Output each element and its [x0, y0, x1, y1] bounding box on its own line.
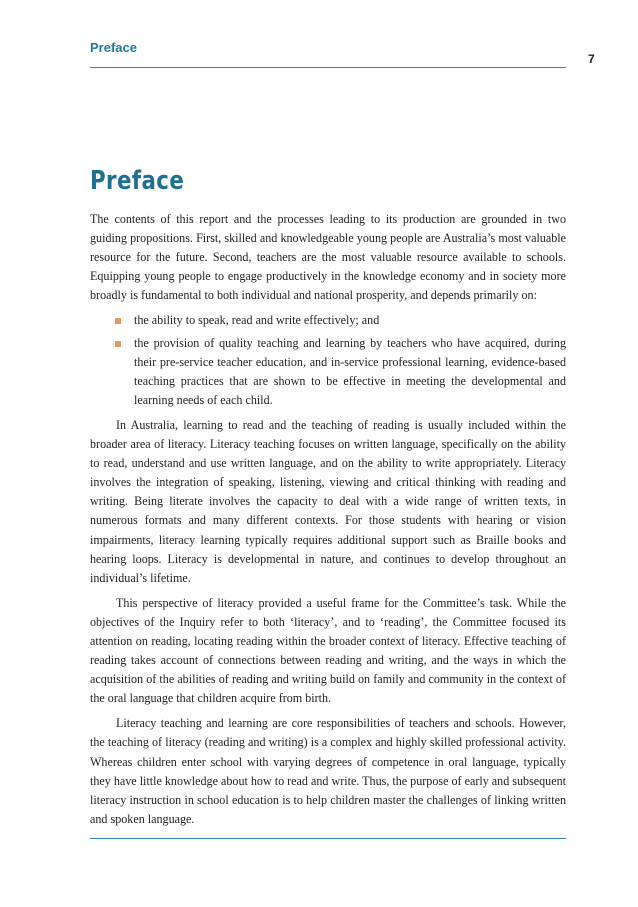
running-head: Preface: [90, 40, 137, 55]
body-text: [90, 210, 566, 829]
square-bullet-icon: [115, 318, 121, 324]
bullet-list: [90, 311, 566, 409]
page-title: Preface: [90, 166, 185, 196]
bullet-item: [113, 311, 566, 330]
page-number: 7: [588, 52, 595, 66]
bullet-text: the ability to speak, read and write effectively; and: [134, 313, 380, 328]
square-bullet-icon: [115, 341, 121, 347]
body-paragraph: In Australia, learning to read and the teaching of reading is usually included within the broader area of literacy. Literacy teaching focuses on written language, specifically on the ability to read, understand and use written language, and on the ability to write appropriately. Literacy involves the integration of speaking, listening, viewing and critical thinking with reading and writing. Being literate involves the capacity to deal with a wide range of written texts, in numerous formats and many different contexts. For those students with hearing or vision impairments, literacy learning typically requires additional support such as Braille books and hearing loops. Literacy is developmental in nature, and continues to develop throughout an individual’s lifetime.: [90, 417, 566, 585]
body-paragraph: Literacy teaching and learning are core responsibilities of teachers and schools. However, the teaching of literacy (reading and writing) is a complex and highly skilled professional activity. Whereas children enter school with varying degrees of competence in oral language, typically they have little knowledge about how to read and write. Thus, the purpose of early and subsequent literacy instruction in school education is to help children master the challenges of linking written and spoken language.: [90, 716, 567, 826]
intro-paragraph: The contents of this report and the processes leading to its production are grounded in two guiding propositions. First, skilled and knowledgeable young people are Australia’s most valuable resource for the future. Second, teachers are the most valuable resource available to schools. Equipping young people to engage productively in the knowledge economy and in society more broadly is fundamental to both individual and national prosperity, and depends primarily on:: [90, 212, 566, 303]
bullet-item: [113, 334, 566, 410]
body-paragraph: This perspective of literacy provided a useful frame for the Committee’s task. While the objectives of the Inquiry refer to both ‘literacy’, and to ‘reading’, the Committee focused its attention on reading, locating reading within the broader context of literacy. Effective teaching of reading takes account of connections between reading and writing, and the ways in which the acquisition of the abilities of reading and writing build on family and community in the context of the oral language that children acquire from birth.: [90, 595, 566, 706]
footer-rule: [90, 838, 566, 839]
header-rule: [90, 67, 566, 68]
bullet-text: the provision of quality teaching and learning by teachers who have acquired, during their pre-service teacher education, and in-service professional learning, evidence-based teaching practices that are shown to be effective in meeting the developmental and learning needs of each child.: [134, 335, 566, 407]
